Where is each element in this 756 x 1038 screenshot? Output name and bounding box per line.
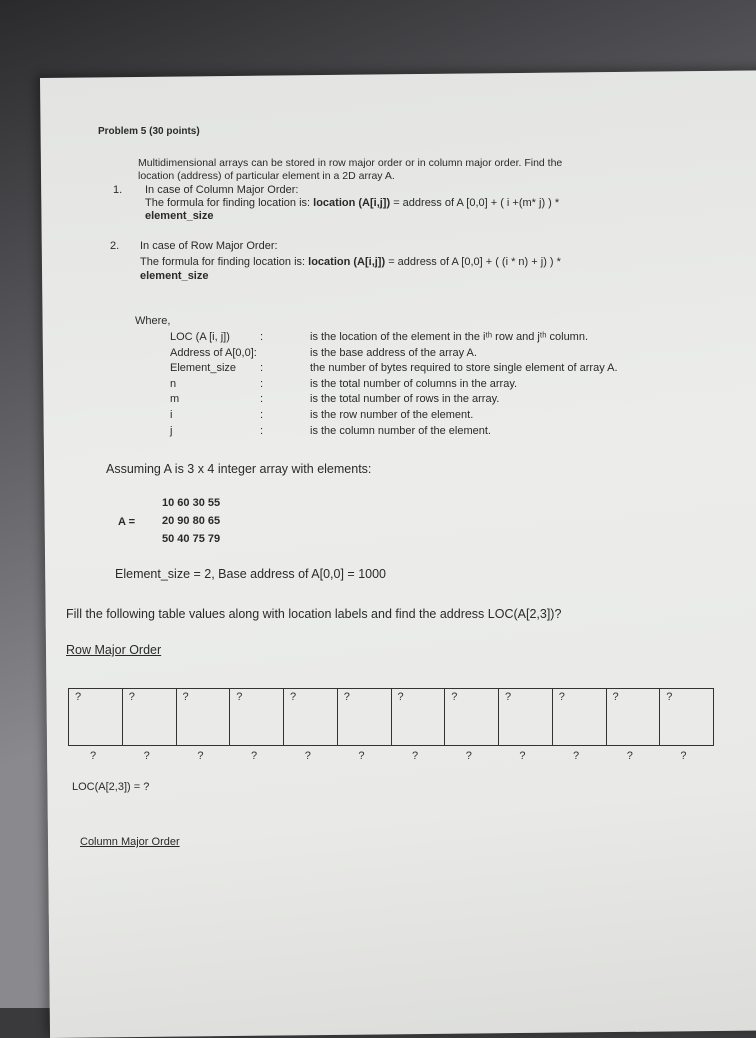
table-cell	[392, 689, 446, 745]
item1-heading: In case of Column Major Order:	[145, 184, 299, 196]
definition-desc: is the column number of the element.	[310, 424, 491, 437]
location-label: ?	[143, 750, 150, 762]
definition-term: LOC (A [i, j])	[170, 331, 230, 343]
table-cell	[177, 689, 231, 745]
cell-value: ?	[558, 691, 565, 703]
definition-term: i	[170, 409, 173, 421]
location-label: ?	[304, 750, 311, 762]
table-cell	[123, 689, 177, 745]
cell-value: ?	[397, 691, 404, 703]
row-major-heading: Row Major Order	[66, 643, 162, 657]
where-label: Where,	[135, 315, 171, 327]
definition-term: n	[170, 377, 177, 390]
matrix-row-2: 20 90 80 65	[162, 515, 221, 527]
definition-desc: is the total number of rows in the array.	[310, 393, 500, 406]
location-label: ?	[519, 750, 526, 762]
item1-number: 1.	[113, 184, 123, 196]
cell-value: ?	[128, 691, 135, 703]
cell-value: ?	[451, 691, 458, 703]
table-cell	[230, 689, 284, 745]
definition-desc: is the total number of columns in the array.	[310, 377, 518, 390]
definition-sep: :	[260, 409, 264, 421]
item2-heading: In case of Row Major Order:	[140, 240, 278, 252]
cell-value: ?	[182, 691, 189, 703]
table-cell	[607, 689, 661, 745]
formula-text: The formula for finding location is:	[145, 197, 314, 209]
assumption-text: Assuming A is 3 x 4 integer array with elements:	[106, 462, 372, 476]
formula-text: The formula for finding location is:	[140, 256, 309, 268]
definition-sep: :	[260, 393, 264, 406]
formula-bold: location (A[i,j])	[308, 256, 386, 268]
definition-term: Address of A[0,0]:	[170, 346, 257, 359]
definition-sep: :	[260, 424, 264, 437]
row-major-location-labels	[68, 750, 712, 762]
item2-formula	[140, 256, 561, 268]
location-label: ?	[465, 750, 472, 762]
definition-term: Element_size	[170, 362, 237, 375]
location-label: ?	[90, 750, 97, 762]
location-label: ?	[197, 750, 204, 762]
column-major-heading: Column Major Order	[80, 836, 180, 848]
cell-value: ?	[290, 691, 297, 703]
item1-formula	[145, 197, 559, 209]
location-label: ?	[626, 750, 633, 762]
item2-formula-end: element_size	[140, 270, 209, 282]
definition-sep: :	[260, 362, 264, 375]
definition-desc: the number of bytes required to store single element of array A.	[310, 362, 618, 375]
location-label: ?	[251, 750, 258, 762]
loc-question: LOC(A[2,3]) = ?	[72, 781, 150, 793]
given-values: Element_size = 2, Base address of A[0,0] = 1000	[115, 567, 387, 581]
problem-title: Problem 5 (30 points)	[98, 126, 200, 137]
cell-value: ?	[612, 691, 619, 703]
cell-value: ?	[666, 691, 673, 703]
table-cell	[553, 689, 607, 745]
question-text: Fill the following table values along with location labels and find the address LOC(A[2,3])?	[66, 607, 562, 621]
matrix-row-1: 10 60 30 55	[162, 497, 221, 509]
table-cell	[284, 689, 338, 745]
definition-desc: is the location of the element in the iᵗʰ row and jᵗʰ column.	[310, 331, 589, 343]
item1-formula-end: element_size	[145, 210, 214, 222]
table-cell	[660, 689, 713, 745]
intro-line-1: Multidimensional arrays can be stored in row major order or in column major order. Find the	[138, 157, 563, 169]
location-label: ?	[573, 750, 580, 762]
row-major-table	[68, 688, 714, 746]
matrix-label: A =	[118, 516, 136, 528]
location-label: ?	[680, 750, 687, 762]
formula-text: = address of A [0,0] + ( i +(m* j) ) *	[390, 197, 560, 209]
matrix-row-3: 50 40 75 79	[162, 533, 221, 545]
cell-value: ?	[236, 691, 243, 703]
table-cell	[499, 689, 553, 745]
formula-text: = address of A [0,0] + ( (i * n) + j) ) *	[385, 256, 561, 268]
cell-value: ?	[75, 691, 82, 703]
definition-term: j	[170, 424, 173, 437]
definition-term: m	[170, 393, 180, 406]
table-cell	[69, 689, 123, 745]
formula-bold: location (A[i,j])	[313, 197, 391, 209]
intro-line-2: location (address) of particular element in a 2D array A.	[138, 170, 395, 182]
cell-value: ?	[505, 691, 512, 703]
location-label: ?	[412, 750, 419, 762]
definition-sep: :	[260, 331, 264, 343]
definition-desc: is the base address of the array A.	[310, 346, 477, 359]
location-label: ?	[358, 750, 365, 762]
table-cell	[445, 689, 499, 745]
definition-desc: is the row number of the element.	[310, 409, 474, 421]
definition-sep: :	[260, 377, 264, 390]
table-cell	[338, 689, 392, 745]
item2-number: 2.	[110, 240, 120, 252]
cell-value: ?	[343, 691, 350, 703]
